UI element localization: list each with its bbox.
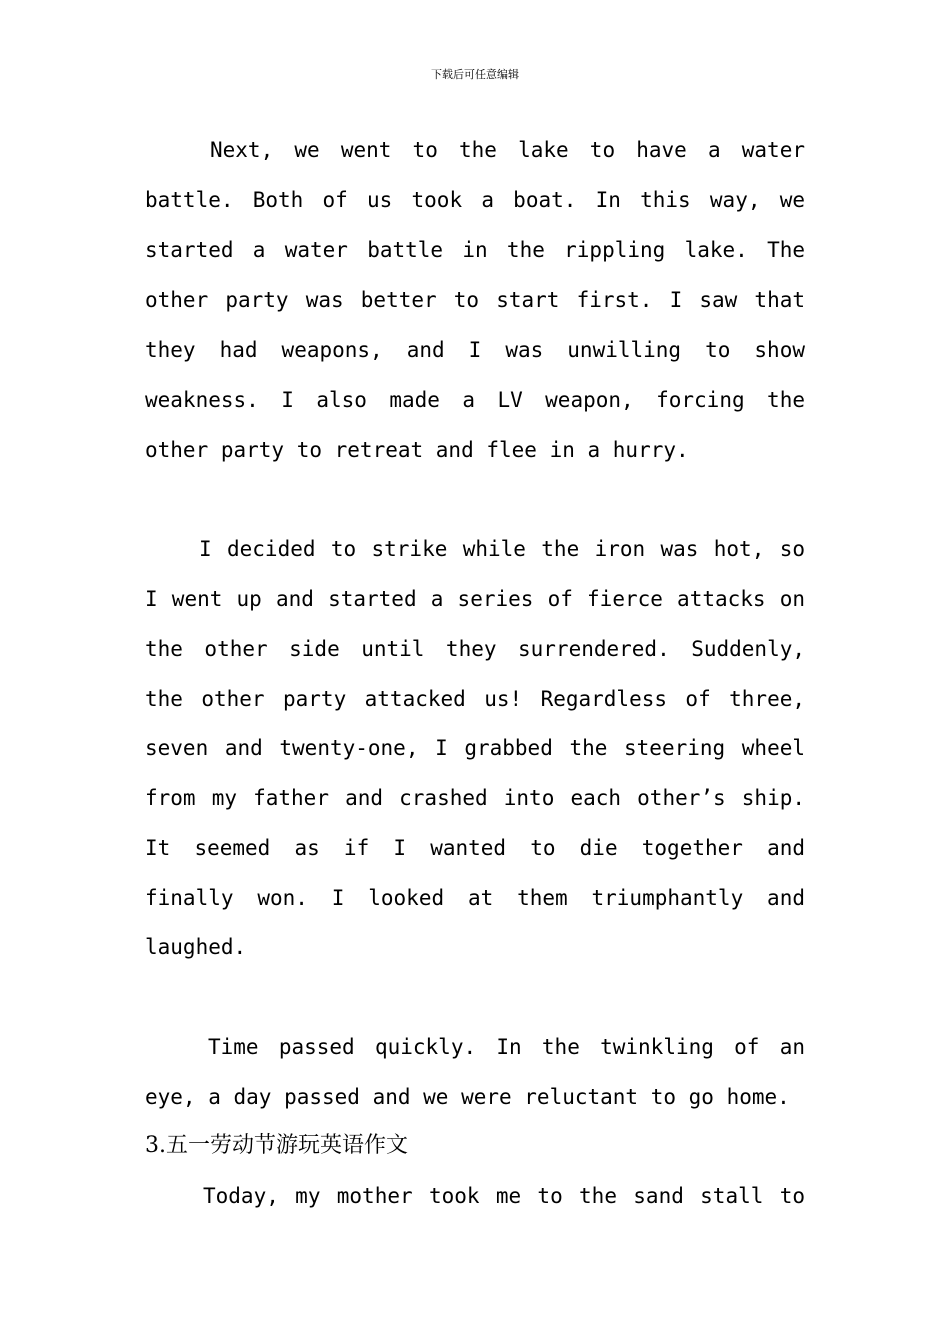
text-line: they had weapons, and I was unwilling to show: [145, 338, 805, 362]
text-line: I decided to strike while the iron was hot, so: [199, 537, 805, 561]
text-line: finally won. I looked at them triumphantly and: [145, 886, 805, 910]
text-line: Next, we went to the lake to have a water: [210, 138, 805, 162]
text-line: I went up and started a series of fierce attacks on: [145, 587, 805, 611]
text-line: Today, my mother took me to the sand stall to: [203, 1184, 805, 1208]
text-line: It seemed as if I wanted to die together and: [145, 836, 805, 860]
page-header: 下载后可任意编辑: [431, 68, 519, 81]
text-line: other party was better to start first. I saw that: [145, 288, 805, 312]
text-line: eye, a day passed and we were reluctant to go home.: [145, 1085, 790, 1109]
text-line: other party to retreat and flee in a hurry.: [145, 438, 689, 462]
text-line: started a water battle in the rippling lake. The: [145, 238, 805, 262]
text-line: from my father and crashed into each other’s ship.: [145, 786, 805, 810]
text-line: laughed.: [145, 935, 247, 959]
text-line: weakness. I also made a LV weapon, forcing the: [145, 388, 805, 412]
section-heading: 3.五一劳动节游玩英语作文: [145, 1133, 408, 1158]
text-line: seven and twenty-one, I grabbed the steering wheel: [145, 736, 805, 760]
text-line: the other party attacked us! Regardless of three,: [145, 687, 805, 711]
text-line: Time passed quickly. In the twinkling of an: [208, 1035, 805, 1059]
text-line: battle. Both of us took a boat. In this way, we: [145, 188, 805, 212]
text-line: the other side until they surrendered. Suddenly,: [145, 637, 805, 661]
